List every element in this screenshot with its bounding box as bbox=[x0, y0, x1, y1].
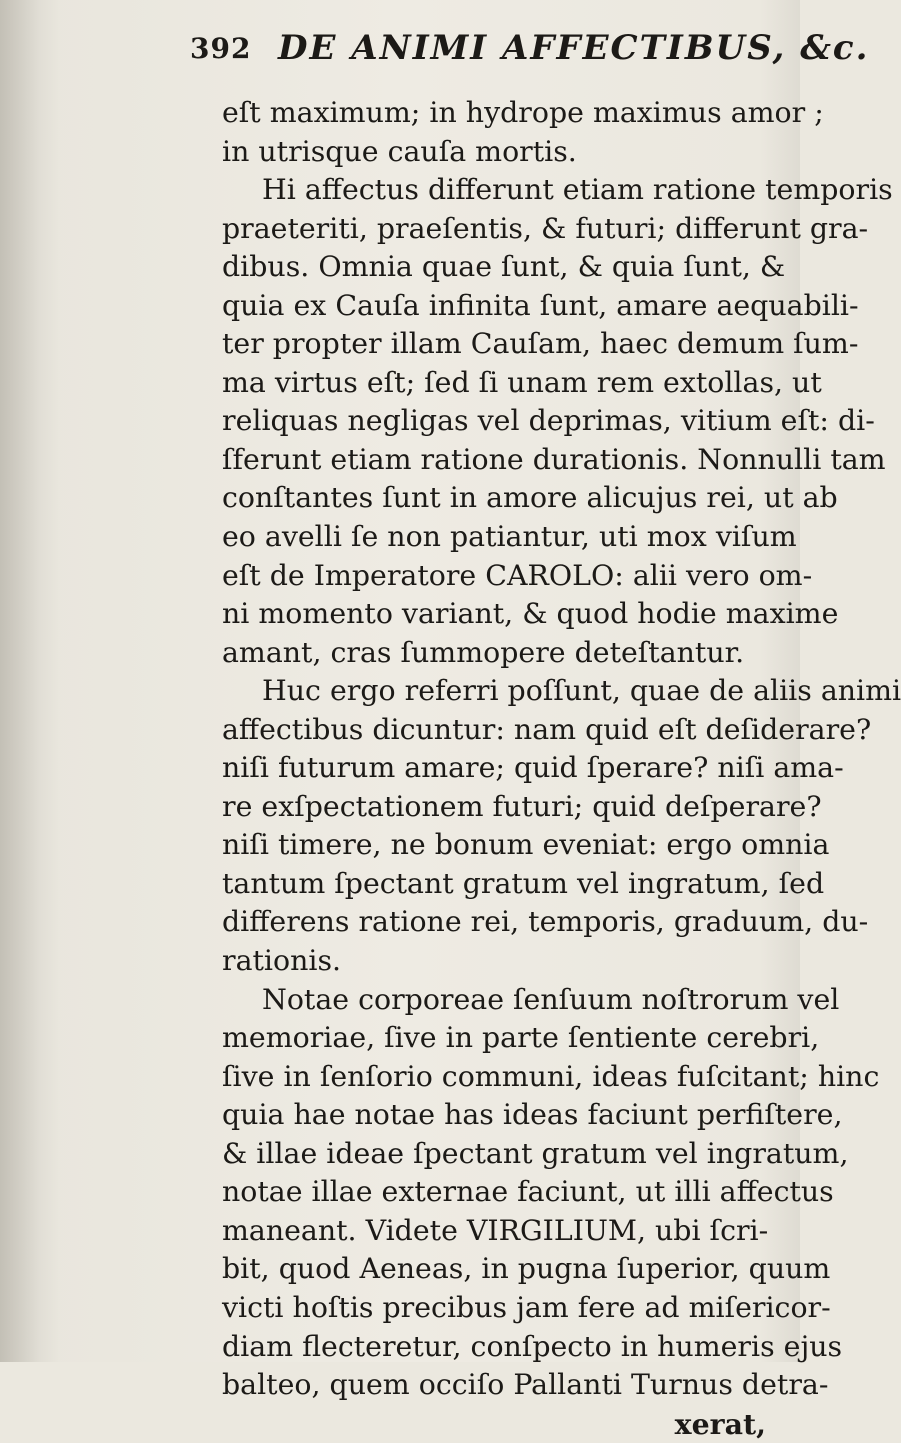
text-line: eſt de Imperatore CAROLO: alii vero om- bbox=[222, 558, 813, 592]
text-line: victi hoſtis precibus jam fere ad miſericor- bbox=[222, 1290, 831, 1324]
text-line: quia hae notae has ideas faciunt perfiſtere, bbox=[222, 1098, 843, 1132]
text-line: niſi timere, ne bonum eveniat: ergo omnia bbox=[222, 828, 830, 862]
body-text bbox=[222, 94, 901, 1443]
paragraph-start-line: Huc ergo referri poſſunt, quae de aliis animi bbox=[262, 674, 901, 708]
text-line: differens ratione rei, temporis, graduum, du- bbox=[222, 905, 869, 939]
text-line: bit, quod Aeneas, in pugna ſuperior, quum bbox=[222, 1252, 831, 1286]
text-line: tantum ſpectant gratum vel ingratum, ſed bbox=[222, 866, 825, 900]
text-line: conſtantes ſunt in amore alicujus rei, ut ab bbox=[222, 481, 838, 515]
binding-shadow bbox=[0, 0, 60, 1362]
text-line: ſive in ſenſorio communi, ideas fuſcitant; hinc bbox=[222, 1059, 880, 1093]
text-line: ma virtus eſt; ſed ſi unam rem extollas, ut bbox=[222, 365, 822, 399]
text-line: maneant. Videte VIRGILIUM, ubi ſcri- bbox=[222, 1213, 769, 1247]
catchword: xerat, bbox=[674, 1406, 766, 1441]
text-line: memoriae, ſive in parte ſentiente cerebri, bbox=[222, 1021, 820, 1055]
text-line: niſi futurum amare; quid ſperare? niſi ama- bbox=[222, 751, 844, 785]
text-line: ni momento variant, & quod hodie maxime bbox=[222, 597, 839, 631]
text-line: reliquas negligas vel deprimas, vitium eſt: di- bbox=[222, 404, 875, 438]
text-line: & illae ideae ſpectant gratum vel ingratum, bbox=[222, 1136, 849, 1170]
text-line: balteo, quem occiſo Pallanti Turnus detra- bbox=[222, 1368, 829, 1402]
text-line: notae illae externae faciunt, ut illi affectus bbox=[222, 1175, 834, 1209]
text-line: dibus. Omnia quae ſunt, & quia ſunt, & bbox=[222, 250, 786, 284]
text-line: eo avelli ſe non patiantur, uti mox viſum bbox=[222, 520, 797, 554]
text-line: in utrisque cauſa mortis. bbox=[222, 134, 577, 168]
text-line: amant, cras ſummopere deteſtantur. bbox=[222, 635, 745, 669]
text-line: praeteriti, praeſentis, & futuri; differunt gra- bbox=[222, 211, 869, 245]
paragraph-start-line: Notae corporeae ſenſuum noſtrorum vel bbox=[262, 982, 840, 1016]
text-line: ter propter illam Cauſam, haec demum ſum- bbox=[222, 327, 859, 361]
text-line: affectibus dicuntur: nam quid eſt deſiderare? bbox=[222, 712, 872, 746]
text-line: quia ex Cauſa infinita ſunt, amare aequabili- bbox=[222, 288, 859, 322]
text-line: diam flecteretur, conſpecto in humeris ejus bbox=[222, 1329, 843, 1363]
text-line: ſferunt etiam ratione durationis. Nonnulli tam bbox=[222, 442, 886, 476]
text-line: eſt maximum; in hydrope maximus amor ; bbox=[222, 96, 824, 129]
text-line: rationis. bbox=[222, 944, 342, 978]
running-title: DE ANIMI AFFECTIBUS, &c. bbox=[278, 28, 870, 68]
text-line: re exſpectationem futuri; quid deſperare? bbox=[222, 789, 822, 823]
page-number: 392 bbox=[190, 32, 252, 65]
page-header bbox=[190, 10, 870, 80]
paragraph-start-line: Hi affectus differunt etiam ratione temporis bbox=[262, 173, 893, 207]
